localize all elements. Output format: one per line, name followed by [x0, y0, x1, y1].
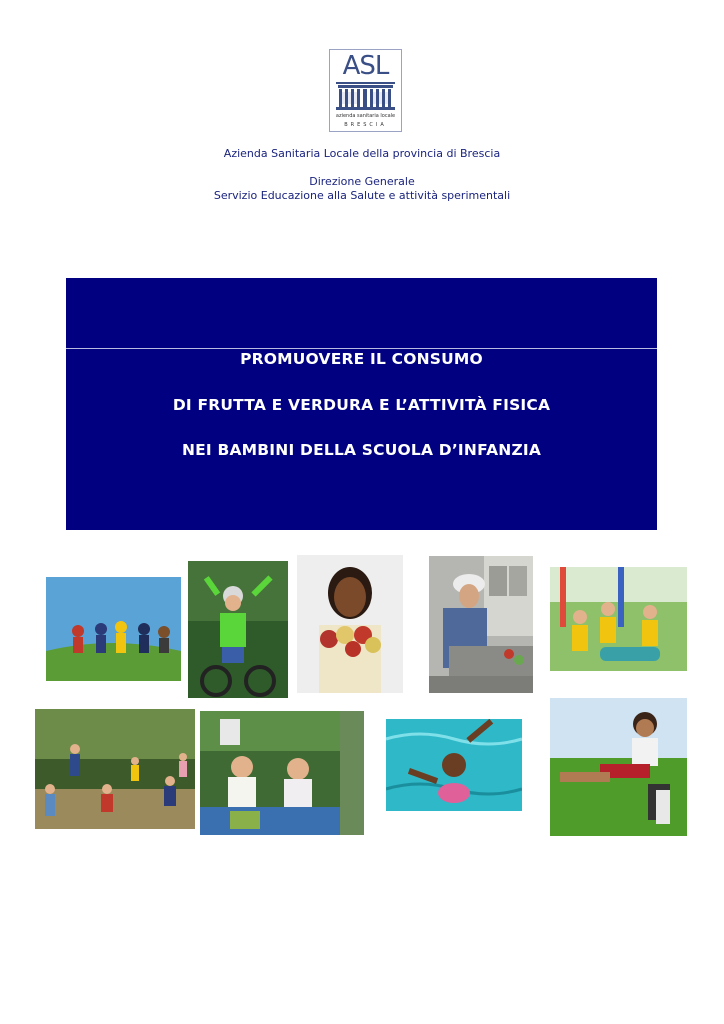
logo-subtitle: azienda sanitaria locale	[335, 113, 396, 119]
title-line-2: DI FRUTTA E VERDURA E L’ATTIVITÀ FISICA	[172, 396, 551, 414]
service-name: Servizio Educazione alla Salute e attività sperimentali	[213, 189, 511, 202]
photo-girl-stretching	[550, 698, 687, 836]
department-name: Direzione Generale	[309, 175, 415, 188]
photo-children-playground	[550, 567, 687, 671]
logo-wordmark: ASL	[342, 51, 389, 81]
photo-cook-kitchen	[429, 556, 533, 693]
photo-children-circle-hill	[46, 577, 181, 681]
asl-logo	[329, 49, 402, 132]
photo-girl-swimming	[386, 719, 522, 811]
photo-boy-bicycle	[188, 561, 288, 698]
banner-divider	[66, 348, 657, 349]
photo-children-crafts	[200, 711, 364, 835]
title-line-1: PROMUOVERE IL CONSUMO	[240, 350, 483, 368]
title-banner	[66, 278, 657, 530]
photo-girl-apples	[297, 555, 403, 693]
title-line-3: NEI BAMBINI DELLA SCUOLA D’INFANZIA	[181, 441, 542, 459]
photo-kids-outdoor-game	[35, 709, 195, 829]
logo-city: BRESCIA	[344, 122, 387, 128]
org-name: Azienda Sanitaria Locale della provincia di Brescia	[223, 147, 501, 160]
